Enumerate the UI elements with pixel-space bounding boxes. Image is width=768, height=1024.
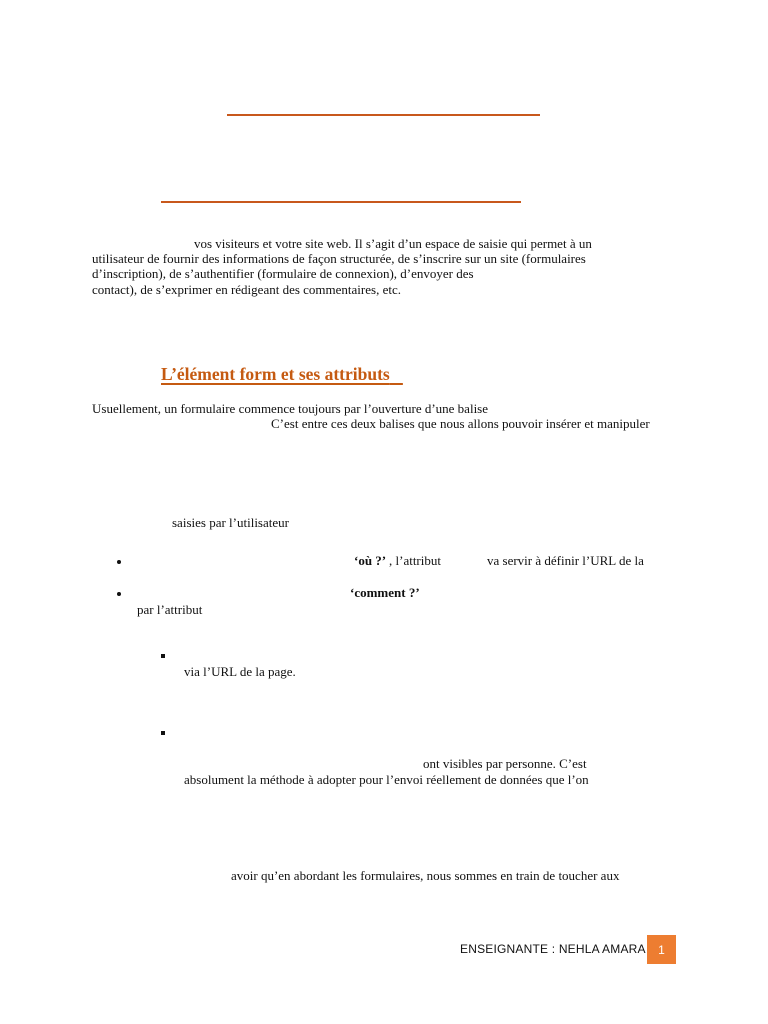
section-heading: L’élément form et ses attributs bbox=[161, 364, 390, 384]
sub-bullet-2-line-3: absolument la méthode à adopter pour l’envoi réellement de données que l’on bbox=[184, 772, 589, 787]
intro-line-1: vos visiteurs et votre site web. Il s’agit d’un espace de saisie qui permet à un bbox=[194, 236, 592, 251]
page-number: 1 bbox=[658, 942, 665, 957]
intro-line-2: utilisateur de fournir des informations de façon structurée, de s’inscrire sur un site (formulaires bbox=[92, 251, 586, 266]
footer-teacher-label: ENSEIGNANTE : NEHLA AMARA bbox=[460, 942, 646, 956]
bullet-1-text-b: va servir à définir l’URL de la bbox=[487, 553, 644, 568]
intro-line-4: contact), de s’exprimer en rédigeant des commentaires, etc. bbox=[92, 282, 401, 297]
bullet-2-line-2: par l’attribut bbox=[137, 602, 203, 617]
section-line-1: Usuellement, un formulaire commence toujours par l’ouverture d’une balise bbox=[92, 401, 489, 416]
sub-bullet-1-marker bbox=[161, 654, 165, 658]
sub-bullet-1-line-2: via l’URL de la page. bbox=[184, 664, 296, 679]
bullet-2-marker bbox=[117, 592, 121, 596]
bullet-1-marker bbox=[117, 560, 121, 564]
sub-bullet-2-line-2: ont visibles par personne. C’est bbox=[423, 756, 587, 771]
intro-line-3: d’inscription), de s’authentifier (formulaire de connexion), d’envoyer des bbox=[92, 266, 474, 281]
saisies-line: saisies par l’utilisateur bbox=[172, 515, 289, 530]
bullet-2-question: ‘comment ?’ bbox=[350, 585, 420, 600]
section-line-2: C’est entre ces deux balises que nous allons pouvoir insérer et manipuler bbox=[271, 416, 650, 431]
closing-line: avoir qu’en abordant les formulaires, nous sommes en train de toucher aux bbox=[231, 868, 620, 883]
title-rule-top bbox=[227, 114, 540, 116]
title-rule-second bbox=[161, 201, 521, 203]
sub-bullet-2-marker bbox=[161, 731, 165, 735]
bullet-1-text-a: , l’attribut bbox=[389, 553, 441, 568]
bullet-1-question: ‘où ?’ bbox=[354, 553, 387, 568]
page-number-badge bbox=[647, 935, 676, 964]
